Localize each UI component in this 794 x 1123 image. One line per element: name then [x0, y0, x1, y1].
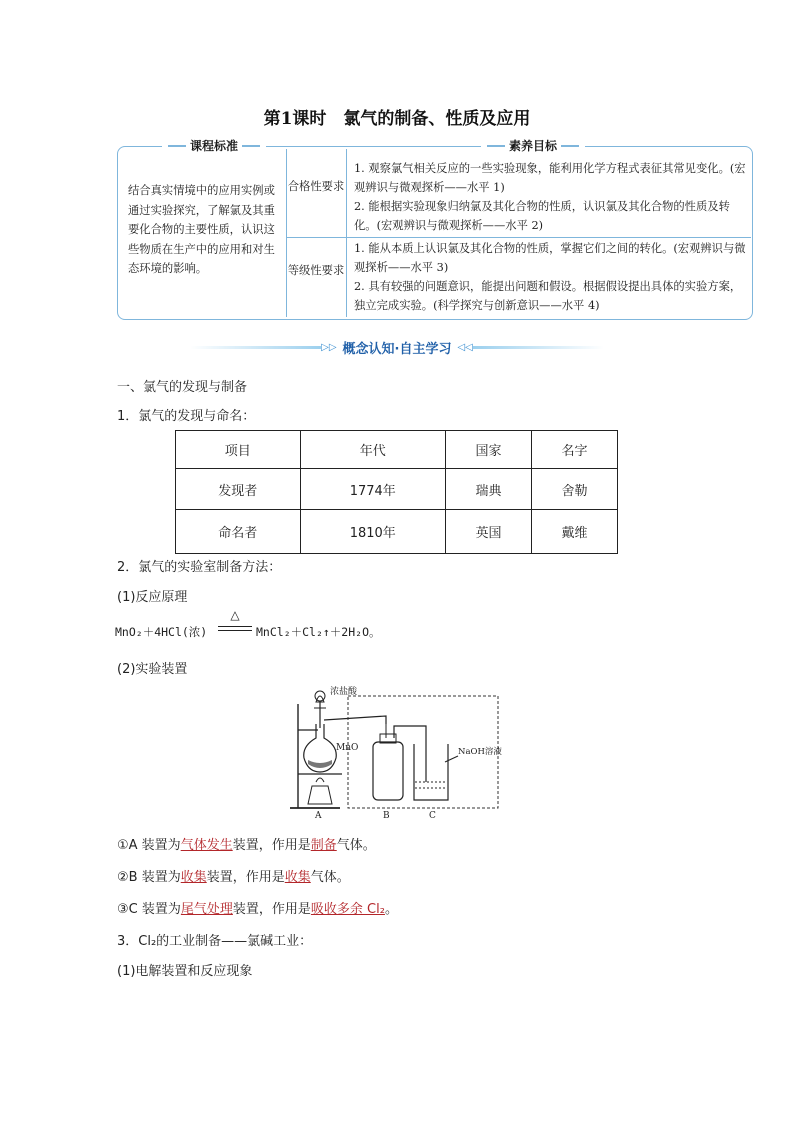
- table-row: [176, 469, 618, 510]
- level-advanced-item-2: 2. 具有较强的问题意识，能提出问题和假设。根据假设提出具体的实验方案，独立完成实验。(科学探究与创新意识——水平 4): [354, 280, 742, 312]
- item-suffix: 气体。: [310, 870, 350, 885]
- table-cell: 舍勒: [531, 469, 617, 510]
- answer-blank: 吸收多余 Cl₂: [310, 902, 385, 917]
- sub1-heading: 1．氯气的发现与命名：: [117, 409, 256, 424]
- electrolysis-heading: (1)电解装置和反应现象: [117, 964, 253, 979]
- literacy-goal-label: 素养目标: [509, 139, 558, 153]
- apparatus-heading: (2)实验装置: [117, 662, 188, 677]
- answer-blank: 收集: [284, 870, 311, 885]
- banner-text: 概念认知·自主学习: [342, 341, 452, 357]
- label-c: C: [429, 811, 436, 821]
- item-prefix: ③C 装置为: [117, 902, 181, 917]
- level-advanced-item-1: 1. 能从本质上认识氯及其化合物的性质，掌握它们之间的转化。(宏观辨识与微观探析——水平 3): [354, 242, 746, 274]
- item-middle: 装置，作用是: [232, 838, 311, 853]
- answer-blank: 尾气处理: [180, 902, 233, 917]
- equation-right: MnCl₂＋Cl₂↑＋2H₂O。: [256, 625, 381, 639]
- label-conc-hcl: 浓盐酸: [330, 687, 358, 697]
- table-header-cell: 项目: [176, 431, 301, 469]
- banner-left-arrow-icon: ▷▷: [321, 341, 337, 353]
- level-basic-items: [354, 159, 746, 235]
- course-standard-label: 课程标准: [190, 139, 239, 153]
- item-suffix: 气体。: [336, 838, 376, 853]
- table-cell: 英国: [446, 510, 532, 554]
- label-mno2: MnO: [336, 743, 359, 753]
- table-row: [176, 510, 618, 554]
- table-header-cell: 年代: [300, 431, 445, 469]
- literacy-goal-tag: [481, 137, 585, 155]
- table-cell: 戴维: [531, 510, 617, 554]
- section1-heading: 一、氯气的发现与制备: [117, 380, 248, 395]
- item-prefix: ②B 装置为: [117, 870, 181, 885]
- table-cell: 1774年: [300, 469, 445, 510]
- reaction-principle-heading: (1)反应原理: [117, 590, 188, 605]
- item-middle: 装置，作用是: [232, 902, 311, 917]
- standards-box: [117, 139, 753, 320]
- sub2-heading: 2．氯气的实验室制备方法：: [117, 560, 282, 575]
- item-middle: 装置，作用是: [206, 870, 285, 885]
- course-standard-tag: [162, 137, 266, 155]
- table-header-cell: 国家: [446, 431, 532, 469]
- label-naoh: NaOH溶液: [458, 747, 502, 757]
- table-cell: 瑞典: [446, 469, 532, 510]
- equation-condition-arrow: [216, 608, 254, 634]
- table-cell: 发现者: [176, 469, 301, 510]
- answer-blank: 制备: [310, 838, 337, 853]
- course-standard-text: 结合真实情境中的应用实例或通过实验探究，了解氯及其重要化合物的主要性质，认识这些物质在生产中的应用和对生态环境的影响。: [128, 184, 275, 275]
- level-advanced-items: [354, 239, 746, 315]
- label-a: A: [315, 811, 322, 821]
- table-header-cell: 名字: [531, 431, 617, 469]
- level-basic-label: 合格性要求: [287, 180, 345, 193]
- apparatus-diagram: [290, 686, 505, 822]
- item-a: [117, 834, 376, 853]
- answer-blank: 收集: [180, 870, 207, 885]
- page-title: 第1课时 氯气的制备、性质及应用: [263, 109, 531, 129]
- discovery-table: [175, 430, 618, 554]
- item-c: [117, 898, 398, 917]
- heating-condition: △: [230, 608, 240, 622]
- table-header-row: [176, 431, 618, 469]
- level-advanced-label: 等级性要求: [287, 264, 345, 277]
- answer-blank: 气体发生: [180, 838, 233, 853]
- sub3-heading: 3．Cl₂的工业制备——氯碱工业：: [117, 934, 313, 949]
- table-cell: 命名者: [176, 510, 301, 554]
- item-prefix: ①A 装置为: [117, 838, 181, 853]
- table-cell: 1810年: [300, 510, 445, 554]
- level-basic-item-2: 2. 能根据实验现象归纳氯及其化合物的性质，认识氯及其化合物的性质及转化。(宏观辨识与微观探析——水平 2): [354, 200, 730, 232]
- item-b: [117, 866, 350, 885]
- banner-right-arrow-icon: ◁◁: [457, 341, 473, 353]
- section-banner: [190, 338, 604, 356]
- label-b: B: [383, 811, 390, 821]
- equation-left: MnO₂＋4HCl(浓): [115, 625, 208, 639]
- item-suffix: 。: [384, 902, 398, 917]
- level-basic-item-1: 1. 观察氯气相关反应的一些实验现象，能利用化学方程式表征其常见变化。(宏观辨识与微观探析——水平 1): [354, 162, 746, 194]
